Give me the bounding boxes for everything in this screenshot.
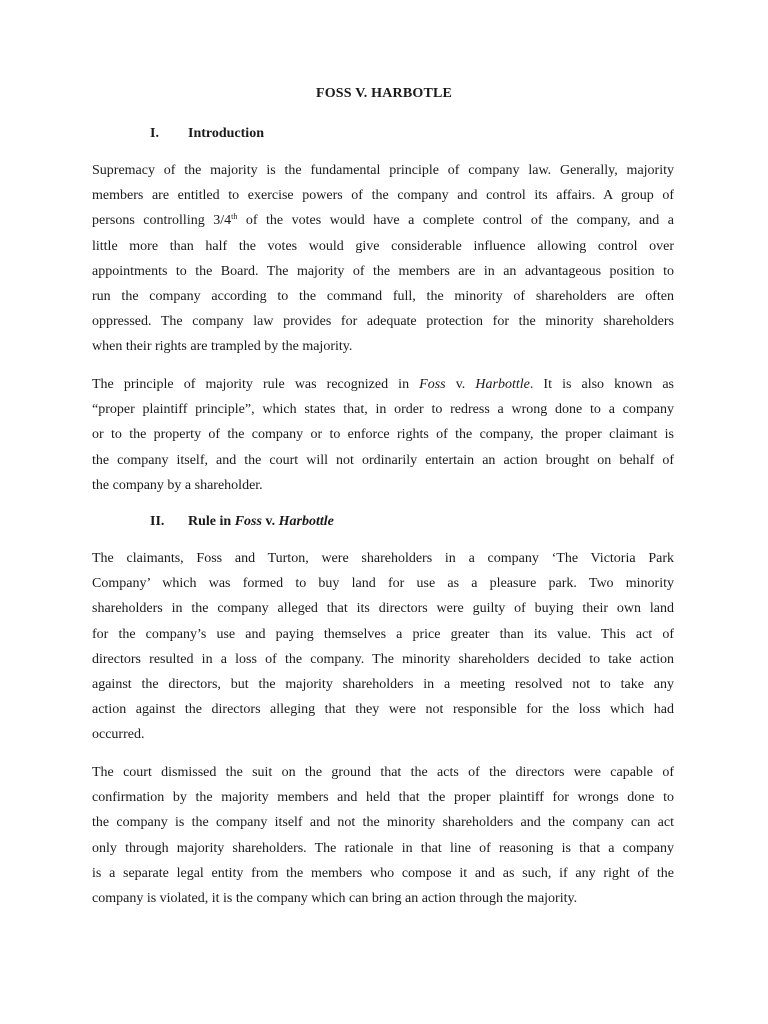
text-line: appointments to the Board. The majority of the members are in an advantageous position to — [92, 263, 674, 279]
text-line: directors resulted in a loss of the company. The minority shareholders decided to take action — [92, 651, 674, 667]
text-line: occurred. — [92, 727, 145, 743]
text-line — [92, 372, 674, 397]
text-run: of the votes would have a complete control of the company, and a — [237, 213, 674, 229]
text-line: the company by a shareholder. — [92, 477, 263, 493]
text-line: when their rights are trampled by the majority. — [92, 339, 353, 355]
text-line: action against the directors alleging that they were not responsible for the loss which had — [92, 702, 674, 718]
text-line: confirmation by the majority members and held that the proper plaintiff for wrongs done to — [92, 790, 674, 806]
section-title: Introduction — [188, 126, 264, 141]
text-line: the company is the company itself and not the minority shareholders and the company can act — [92, 815, 674, 831]
text-run: persons controlling 3/4 — [92, 213, 232, 229]
section-heading-introduction — [150, 126, 264, 142]
text-line: the company itself, and the court will not ordinarily entertain an action brought on behalf of — [92, 452, 674, 468]
text-run: . It is also known as — [529, 377, 674, 392]
paragraph-intro-1 — [92, 158, 674, 360]
text-line — [92, 208, 674, 233]
text-line: The court dismissed the suit on the ground that the acts of the directors were capable of — [92, 765, 674, 780]
text-line: run the company according to the command full, the minority of shareholders are often — [92, 288, 674, 304]
heading-text: v. — [261, 514, 279, 529]
section-number: II. — [150, 514, 165, 529]
paragraph-rule-2 — [92, 760, 674, 911]
text-line: “proper plaintiff principle”, which states that, in order to redress a wrong done to a company — [92, 402, 674, 418]
text-line: is a separate legal entity from the members who compose it and as such, if any right of the — [92, 865, 674, 881]
text-line: members are entitled to exercise powers of the company and control its affairs. A group of — [92, 188, 674, 204]
case-name-italic: Harbottle — [278, 514, 334, 529]
text-line: or to the property of the company or to enforce rights of the company, the proper claimant is — [92, 427, 674, 443]
paragraph-intro-2 — [92, 372, 674, 498]
text-line: company is violated, it is the company which can bring an action through the majority. — [92, 890, 578, 906]
text-line: shareholders in the company alleged that its directors were guilty of buying their own land — [92, 601, 674, 617]
text-line: for the company’s use and paying themselves a price greater than its value. This act of — [92, 626, 674, 642]
text-line: against the directors, but the majority shareholders in a meeting resolved not to take any — [92, 676, 674, 692]
superscript: th — [231, 212, 238, 222]
text-line: Supremacy of the majority is the fundamental principle of company law. Generally, majority — [92, 163, 674, 178]
case-name-italic: Foss — [234, 514, 262, 529]
heading-text: Rule in — [188, 514, 235, 529]
text-line: little more than half the votes would give considerable influence allowing control over — [92, 238, 674, 254]
text-run: The principle of majority rule was recognized in — [92, 377, 420, 392]
document-title: FOSS V. HARBOTLE — [315, 86, 453, 101]
case-name-italic: Foss — [419, 377, 446, 392]
paragraph-rule-1 — [92, 546, 674, 748]
section-title — [188, 514, 334, 530]
section-heading-rule — [150, 514, 334, 530]
case-name-italic: Harbottle — [475, 377, 530, 392]
text-run: v. — [445, 377, 476, 392]
text-line: The claimants, Foss and Turton, were shareholders in a company ‘The Victoria Park — [92, 551, 674, 566]
text-line: Company’ which was formed to buy land for use as a pleasure park. Two minority — [92, 576, 674, 592]
text-line: oppressed. The company law provides for adequate protection for the minority shareholders — [92, 314, 674, 330]
text-line: only through majority shareholders. The rationale in that line of reasoning is that a company — [92, 840, 674, 856]
section-number: I. — [150, 126, 159, 141]
